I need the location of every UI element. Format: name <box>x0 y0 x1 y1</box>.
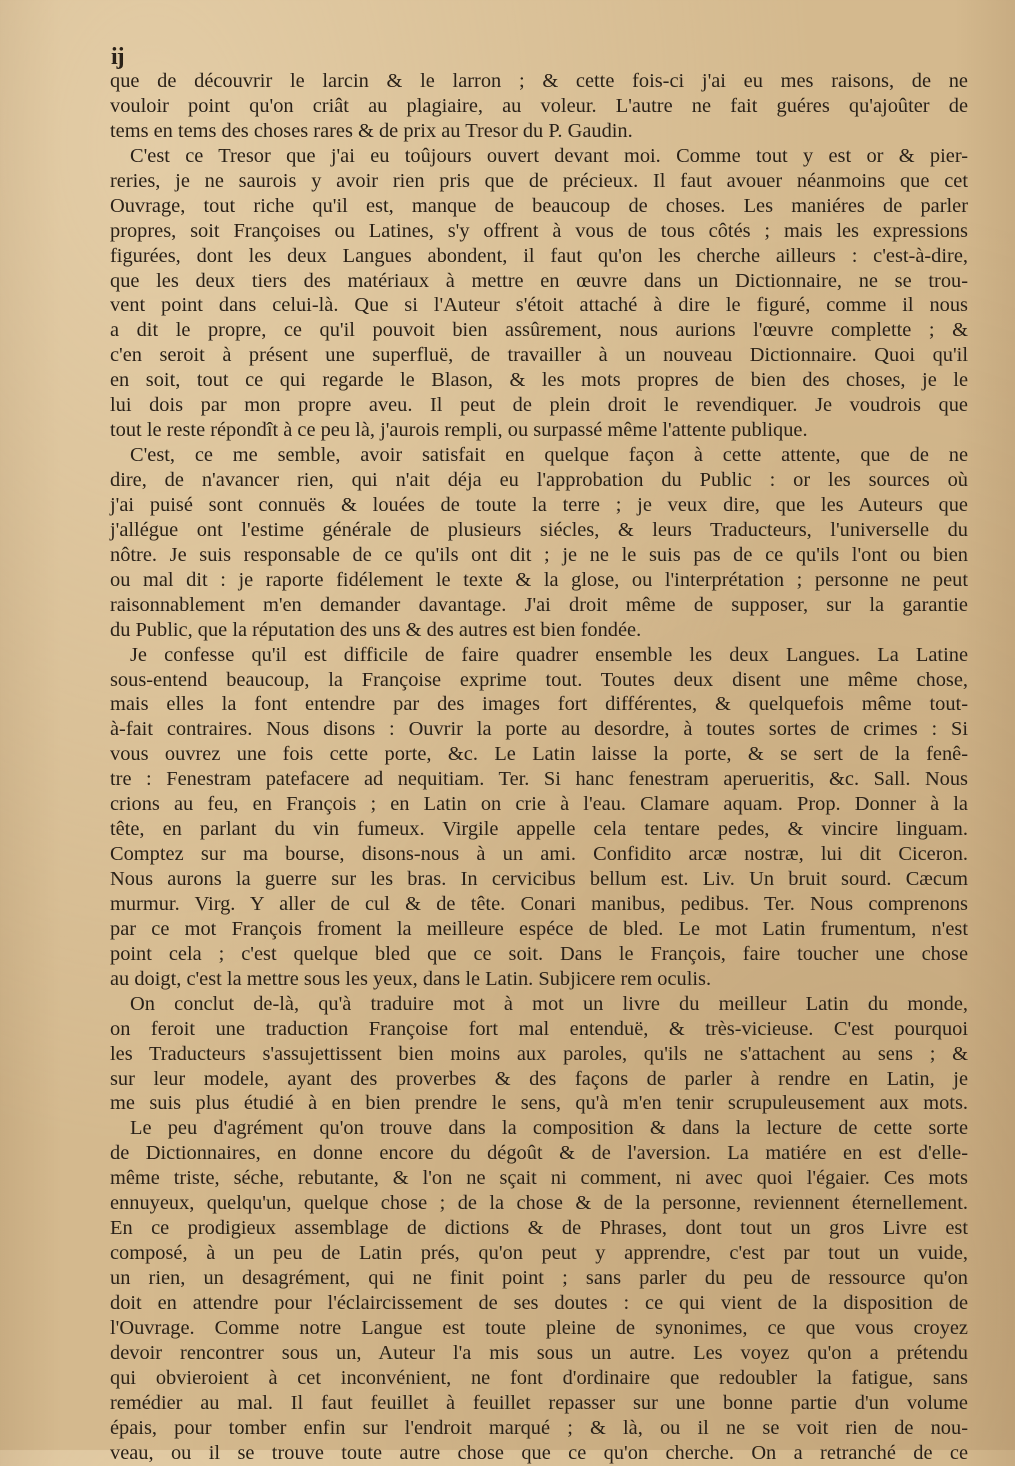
text-line: mais elles la font entendre par des images fort différentes, & quelquefois même tout- <box>110 693 968 716</box>
text-line: j'allégue ont l'estime générale de plusieurs siécles, & leurs Traducteurs, l'universelle du <box>110 518 968 541</box>
text-line: ou mal dit : je raporte fidélement le texte & la glose, ou l'interprétation ; personne ne peut <box>110 568 968 591</box>
text-line: du Public, que la réputation des uns & des autres est bien fondée. <box>110 618 642 641</box>
text-line: remédier au mal. Il faut feuillet à feuillet repasser sur une bonne partie d'un volume <box>110 1391 968 1414</box>
text-line: au doigt, c'est la mettre sous les yeux, dans le Latin. Subjicere rem oculis. <box>110 967 712 990</box>
text-line: ennuyeux, quelqu'un, quelque chose ; de la chose & de la personne, reviennent éternellement. <box>110 1192 968 1215</box>
text-line: sous-entend beaucoup, la Françoise exprime tout. Toutes deux disent une même chose, <box>110 668 968 691</box>
text-line: en soit, tout ce qui regarde le Blason, & les mots propres de bien des choses, je le <box>110 369 968 392</box>
text-line: Comptez sur ma bourse, disons-nous à un ami. Confidito arcæ nostræ, lui dit Ciceron. <box>110 843 968 866</box>
text-line: vous ouvrez une fois cette porte, &c. Le Latin laisse la porte, & se sert de la fenê- <box>110 743 968 766</box>
text-line: que les deux tiers des matériaux à mettre en œuvre dans un Dictionnaire, ne se trou- <box>110 269 968 292</box>
text-line: lui dois par mon propre aveu. Il peut de plein droit le revendiquer. Je voudrois que <box>110 394 968 417</box>
text-line: tout le reste répondît à ce peu là, j'aurois rempli, ou surpassé même l'attente publique. <box>110 419 808 442</box>
text-line: Nous aurons la guerre sur les bras. In cervicibus bellum est. Liv. Un bruit sourd. Cæcum <box>110 868 968 890</box>
text-line: j'ai puisé sont connuës & louées de toute la terre ; je veux dire, que les Auteurs que <box>110 493 968 516</box>
text-line: veau, ou il se trouve toute autre chose que ce qu'on cherche. On a retranché de ce <box>110 1441 968 1464</box>
text-line: vent point dans celui-là. Que si l'Auteur s'étoit attaché à dire le figuré, comme il nous <box>110 294 968 317</box>
text-line: propres, soit Françoises ou Latines, s'y offrent à vous de tous côtés ; mais les expressions <box>110 219 968 242</box>
text-line: dire, de n'avancer rien, qui n'ait déja eu l'approbation du Public : or les sources où <box>110 469 968 491</box>
text-line: composé, à un peu de Latin prés, qu'on peut y apprendre, c'est par tout un vuide, <box>110 1242 968 1265</box>
text-line: par ce mot François froment la meilleure espéce de bled. Le mot Latin frumentum, n'est <box>110 917 968 940</box>
text-line: me suis plus étudié à en bien prendre le sens, qu'à m'en tenir scrupuleusement aux mots. <box>110 1092 968 1115</box>
text-line: à-fait contraires. Nous disons : Ouvrir la porte au desordre, à toutes sortes de crimes : Si <box>110 718 968 741</box>
text-line: les Traducteurs s'assujettissent bien moins aux paroles, qu'ils ne s'attachent au sens ; & <box>110 1042 968 1065</box>
text-line: C'est ce Tresor que j'ai eu toûjours ouvert devant moi. Comme tout y est or & pier- <box>130 144 968 167</box>
text-line: un rien, un desagrément, qui ne finit point ; sans parler du peu de ressource qu'on <box>110 1267 968 1289</box>
text-line: tête, en parlant du vin fumeux. Virgile appelle cela tentare pedes, & vincire linguam. <box>110 818 968 841</box>
text-line: On conclut de-là, qu'à traduire mot à mot un livre du meilleur Latin du monde, <box>130 992 968 1015</box>
text-line: murmur. Virg. Y aller de cul & de tête. Conari manibus, pedibus. Ter. Nous comprenons <box>110 892 968 915</box>
text-line: tre : Fenestram patefacere ad nequitiam. Ter. Si hanc fenestram aperueritis, &c. Sall. Nous <box>110 768 968 791</box>
text-line: même triste, séche, rebutante, & l'on ne sçait ni comment, ni avec quoi l'égaier. Ces mots <box>110 1167 968 1190</box>
text-line: on feroit une traduction Françoise fort mal entenduë, & très-vicieuse. C'est pourquoi <box>110 1017 968 1040</box>
text-line: de Dictionnaires, en donne encore du dégoût & de l'aversion. La matiére en est d'elle- <box>110 1142 968 1165</box>
text-line: Le peu d'agrément qu'on trouve dans la composition & dans la lecture de cette sorte <box>130 1117 968 1140</box>
text-line: vouloir point qu'on criât au plagiaire, au voleur. L'autre ne fait guéres qu'ajoûter de <box>110 94 968 117</box>
text-line: Je confesse qu'il est difficile de faire quadrer ensemble les deux Langues. La Latine <box>130 643 968 666</box>
text-line: tems en tems des choses rares & de prix au Tresor du P. Gaudin. <box>110 119 633 142</box>
text-line: l'Ouvrage. Comme notre Langue est toute pleine de synonimes, ce que vous croyez <box>110 1316 968 1339</box>
text-line: épais, pour tomber enfin sur l'endroit marqué ; & là, ou il ne se voit rien de nou- <box>110 1416 968 1439</box>
page-folio: ij <box>111 44 124 70</box>
text-line: Ouvrage, tout riche qu'il est, manque de beaucoup de choses. Les maniéres de parler <box>110 194 968 217</box>
body-text <box>110 69 968 1466</box>
text-line: que de découvrir le larcin & le larron ; & cette fois-ci j'ai eu mes raisons, de ne <box>110 70 968 92</box>
text-line: figurées, dont les deux Langues abondent, il faut qu'on les cherche ailleurs : c'est-à-dire, <box>110 244 968 267</box>
text-line: devoir rencontrer sous un, Auteur l'a mis sous un autre. Les voyez qu'on a prétendu <box>110 1341 968 1364</box>
text-line: C'est, ce me semble, avoir satisfait en quelque façon à cette attente, que de ne <box>130 444 968 467</box>
text-line: point cela ; c'est quelque bled que ce soit. Dans le François, faire toucher une chose <box>110 942 968 965</box>
text-line: doit en attendre pour l'éclaircissement de ses doutes : ce qui vient de la disposition de <box>110 1291 968 1314</box>
text-line: sur leur modele, ayant des proverbes & des façons de parler à rendre en Latin, je <box>110 1067 968 1090</box>
text-line: c'en seroit à présent une superfluë, de travailler à un nouveau Dictionnaire. Quoi qu'il <box>110 344 968 367</box>
text-line: a dit le propre, ce qu'il pouvoit bien assûrement, nous aurions l'œuvre complette ; & <box>110 319 968 342</box>
text-line: raisonnablement m'en demander davantage. J'ai droit même de supposer, sur la garantie <box>110 593 968 616</box>
text-line: crions au feu, en François ; en Latin on crie à l'eau. Clamare aquam. Prop. Donner à la <box>110 793 968 816</box>
text-line: reries, je ne saurois y avoir rien pris que de précieux. Il faut avouer néanmoins que cet <box>110 169 968 192</box>
text-line: En ce prodigieux assemblage de dictions & de Phrases, dont tout un gros Livre est <box>110 1217 968 1240</box>
text-line: qui obvieroient à cet inconvénient, ne font d'ordinaire que redoubler la fatigue, sans <box>110 1366 968 1389</box>
text-line: nôtre. Je suis responsable de ce qu'ils ont dit ; je ne le suis pas de ce qu'ils l'ont ou bien <box>110 543 968 566</box>
